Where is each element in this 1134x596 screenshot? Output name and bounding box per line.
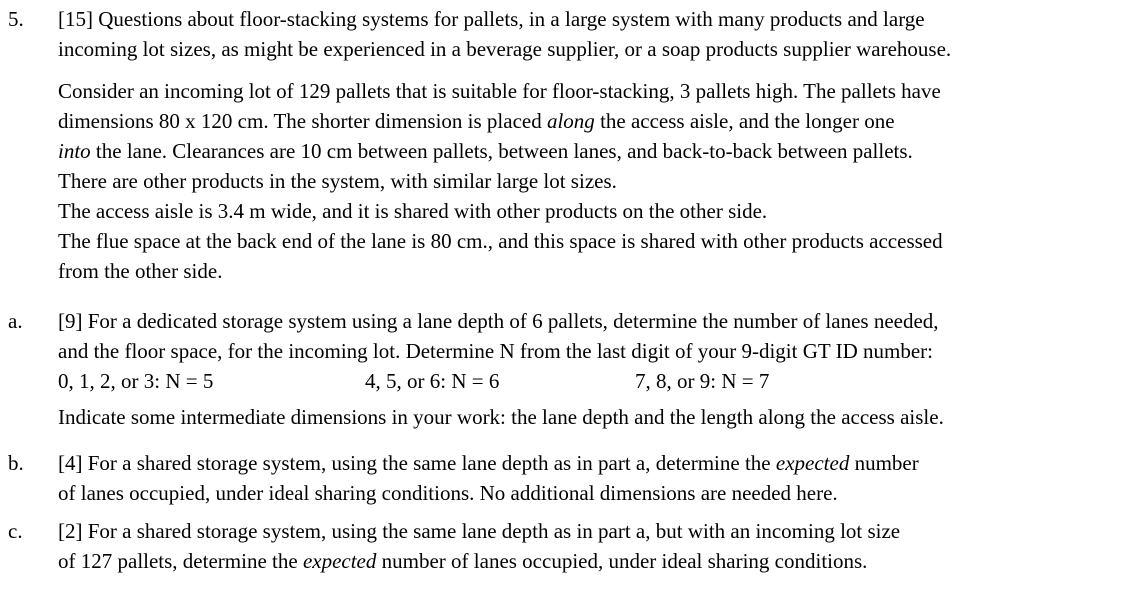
n-option-1: 0, 1, 2, or 3: N = 5 xyxy=(58,369,214,393)
problem-number: 5. xyxy=(8,7,24,31)
part-b-body xyxy=(58,448,1128,508)
intro-line-2: incoming lot sizes, as might be experienced in a beverage supplier, or a soap products supplier warehouse. xyxy=(58,37,952,61)
scenario-line-2: dimensions 80 x 120 cm. The shorter dimension is placed along the access aisle, and the longer one xyxy=(58,109,895,133)
part-c-body xyxy=(58,516,1128,576)
part-c-line-1: [2] For a shared storage system, using the same lane depth as in part a, but with an incoming lot size xyxy=(58,519,901,543)
scenario-line-3: into the lane. Clearances are 10 cm between pallets, between lanes, and back-to-back between pallets. xyxy=(58,139,913,163)
part-a-body xyxy=(58,306,1128,432)
part-a-line-1: [9] For a dedicated storage system using a lane depth of 6 pallets, determine the number of lanes needed, xyxy=(58,309,939,333)
intro-line-1: [15] Questions about floor-stacking systems for pallets, in a large system with many products and large xyxy=(58,7,925,31)
n-option-3: 7, 8, or 9: N = 7 xyxy=(635,369,770,393)
scenario-line-5: The access aisle is 3.4 m wide, and it is shared with other products on the other side. xyxy=(58,199,768,223)
problem-body xyxy=(58,4,1128,286)
part-c-line-2: of 127 pallets, determine the expected number of lanes occupied, under ideal sharing conditions. xyxy=(58,549,868,573)
n-options xyxy=(58,366,1128,396)
scenario-line-4: There are other products in the system, with similar large lot sizes. xyxy=(58,169,617,193)
part-a-label: a. xyxy=(8,309,23,333)
scenario-line-7: from the other side. xyxy=(58,259,223,283)
part-a-line-2: and the floor space, for the incoming lot. Determine N from the last digit of your 9-digit GT ID number: xyxy=(58,339,933,363)
scenario-line-6: The flue space at the back end of the lane is 80 cm., and this space is shared with other products accessed xyxy=(58,229,943,253)
part-b-label: b. xyxy=(8,451,24,475)
part-b-line-1: [4] For a shared storage system, using the same lane depth as in part a, determine the expected number xyxy=(58,451,919,475)
part-c-label: c. xyxy=(8,519,23,543)
scenario-line-1: Consider an incoming lot of 129 pallets that is suitable for floor-stacking, 3 pallets high. The pallets have xyxy=(58,79,941,103)
part-a-line-4: Indicate some intermediate dimensions in your work: the lane depth and the length along the access aisle. xyxy=(58,405,944,429)
part-b-line-2: of lanes occupied, under ideal sharing conditions. No additional dimensions are needed here. xyxy=(58,481,838,505)
n-option-2: 4, 5, or 6: N = 6 xyxy=(365,369,500,393)
